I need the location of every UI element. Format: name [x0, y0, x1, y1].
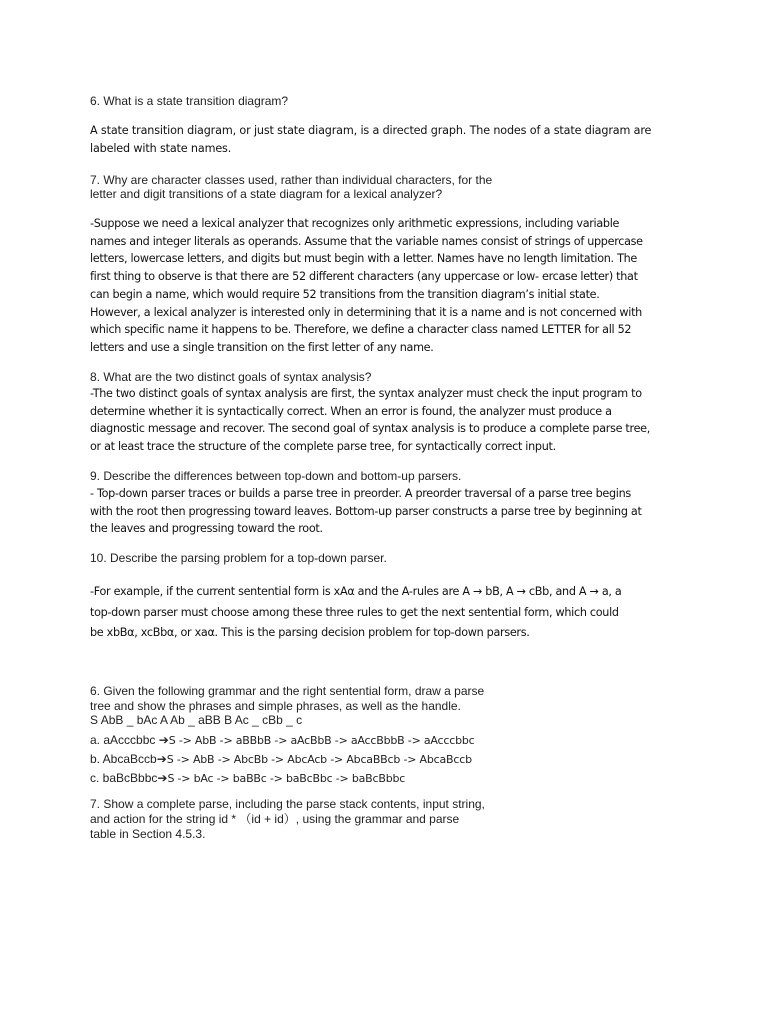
problem-6 [90, 684, 484, 728]
answer-7-line: -Suppose we need a lexical analyzer that recognizes only arithmetic expressions, including variable [90, 217, 620, 230]
question-7-line: 7. Why are character classes used, rather than individual characters, for the [90, 173, 493, 187]
answer-8-line: or at least trace the structure of the complete parse tree, for syntactically correct input. [90, 440, 556, 454]
derivation-item [90, 731, 475, 750]
derivation-steps: S -> AbB -> AbcBb -> AbcAcb -> AbcaBBcb -> AbcaBccb [166, 753, 472, 766]
arrow-icon: ➔ [156, 752, 167, 766]
answer-8-line: diagnostic message and recover. The second goal of syntax analysis is to produce a complete parse tree, [90, 422, 650, 436]
answer-6-line: A state transition diagram, or just state diagram, is a directed graph. The nodes of a state diagram are [90, 124, 652, 137]
problem-7-line: 7. Show a complete parse, including the parse stack contents, input string, [90, 797, 485, 811]
answer-7 [90, 215, 643, 357]
derivation-label: b. AbcaBccb [90, 752, 157, 766]
problem-6-line: 6. Given the following grammar and the right sentential form, draw a parse [90, 684, 485, 698]
answer-7-line: first thing to observe is that there are 52 different characters (any uppercase or low- ercase letter) that [90, 270, 638, 284]
arrow-icon: ➔ [158, 733, 169, 747]
answer-8-line: -The two distinct goals of syntax analysis are first, the syntax analyzer must check the input program to [90, 387, 642, 400]
question-10-heading: 10. Describe the parsing problem for a top-down parser. [90, 551, 387, 565]
answer-8 [90, 385, 650, 456]
question-7-heading [90, 173, 492, 201]
answer-7-line: can begin a name, which would require 52 transitions from the transition diagram’s initial state. [90, 287, 600, 301]
answer-6-line: labeled with state names. [90, 141, 232, 155]
question-7-line: letter and digit transitions of a state diagram for a lexical analyzer? [90, 187, 443, 201]
answer-8-line: determine whether it is syntactically correct. When an error is found, the analyzer must produce a [90, 404, 612, 418]
grammar-rules: S AbB _ bAc A Ab _ aBB B Ac _ cBb _ c [90, 713, 303, 727]
question-6-heading: 6. What is a state transition diagram? [90, 94, 289, 108]
problem-7 [90, 797, 485, 842]
question-9-heading: 9. Describe the differences between top-down and bottom-up parsers. [90, 469, 462, 483]
problem-6-line: tree and show the phrases and simple phrases, as well as the handle. [90, 698, 461, 713]
question-8-heading: 8. What are the two distinct goals of syntax analysis? [90, 370, 372, 384]
derivation-label: a. aAcccbbc [90, 733, 159, 747]
answer-10-line: -For example, if the current sentential form is xAα and the A-rules are A → bB, A → cBb, and A → a, a [90, 585, 622, 598]
answer-7-line: letters, lowercase letters, and digits but must begin with a letter. Names have no length limitation. The [90, 252, 637, 266]
answer-7-line: However, a lexical analyzer is interested only in determining that it is a name and is not concerned with [90, 305, 642, 319]
derivation-steps: S -> AbB -> aBBbB -> aAcBbB -> aAccBbbB -> aAcccbbc [168, 734, 475, 747]
derivation-item [90, 750, 475, 769]
problem-6-items [90, 731, 475, 788]
answer-9-line: the leaves and progressing toward the root. [90, 522, 323, 536]
answer-10-line: top-down parser must choose among these three rules to get the next sentential form, which could [90, 605, 619, 619]
problem-7-line: and action for the string id * （id + id）, using the grammar and parse [90, 812, 460, 826]
answer-9-line: with the root then progressing toward leaves. Bottom-up parser constructs a parse tree by beginning at [90, 504, 642, 518]
answer-7-line: names and integer literals as operands. Assume that the variable names consist of strings of uppercase [90, 234, 643, 248]
answer-7-line: letters and use a single transition on the first letter of any name. [90, 340, 434, 354]
answer-6 [90, 122, 651, 157]
answer-7-line: which specific name it happens to be. Therefore, we define a character class named LETTER for all 52 [90, 323, 632, 337]
problem-7-line: table in Section 4.5.3. [90, 827, 206, 841]
arrow-icon: ➔ [157, 771, 168, 785]
derivation-steps: S -> bAc -> baBBc -> baBcBbc -> baBcBbbc [167, 772, 406, 785]
answer-10 [90, 582, 621, 644]
derivation-label: c. baBcBbbc [90, 771, 158, 785]
derivation-item [90, 769, 475, 788]
answer-9-line: - Top-down parser traces or builds a parse tree in preorder. A preorder traversal of a parse tree begins [90, 487, 631, 500]
answer-10-line: be xbBα, xcBbα, or xaα. This is the parsing decision problem for top-down parsers. [90, 626, 530, 639]
answer-9 [90, 485, 642, 538]
